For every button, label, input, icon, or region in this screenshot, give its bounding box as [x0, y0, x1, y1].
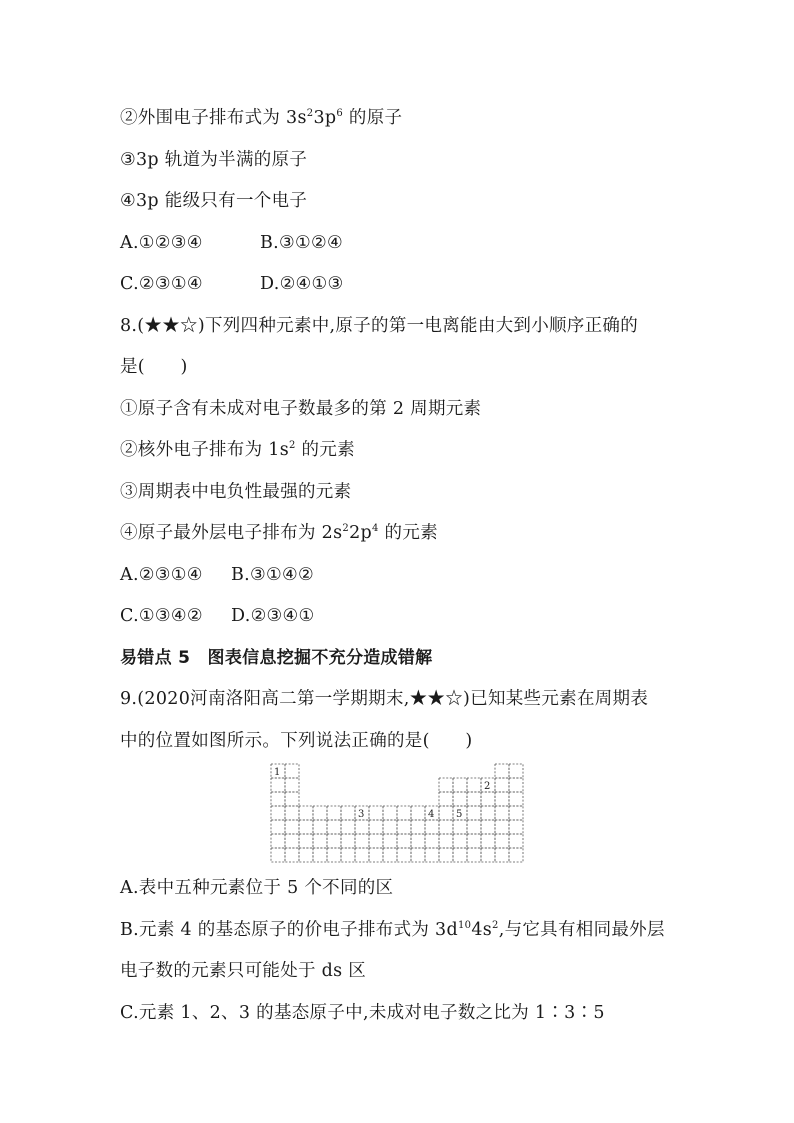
- table-cell: [285, 848, 299, 862]
- q9-option-b: B.元素 4 的基态原子的价电子排布式为 $3d^{10}4s^2$,与它具有相同最外层: [120, 920, 665, 940]
- q8-option-b: B.③①④②: [231, 565, 314, 585]
- table-cell: [271, 806, 285, 820]
- q9-stem-line-1: 9.(2020河南洛阳高二第一学期期末,★★☆)已知某些元素在周期表: [120, 689, 649, 709]
- element-label-2: 2: [484, 781, 491, 792]
- table-cell: [481, 820, 495, 834]
- table-cell: [271, 834, 285, 848]
- table-cell: [341, 834, 355, 848]
- table-cell: [411, 834, 425, 848]
- table-cell: [299, 806, 313, 820]
- table-cell: [285, 764, 299, 778]
- table-cell: [299, 848, 313, 862]
- table-cell: [285, 778, 299, 792]
- q8-stem-line-1: 8.(★★☆)下列四种元素中,原子的第一电离能由大到小顺序正确的: [120, 316, 639, 336]
- table-cell: [397, 834, 411, 848]
- table-cell: [341, 848, 355, 862]
- table-cell: [467, 778, 481, 792]
- table-cell: [495, 820, 509, 834]
- table-cell: [299, 834, 313, 848]
- element-label-4: 4: [428, 809, 435, 820]
- q7-item-3: ③3p 轨道为半满的原子: [120, 150, 308, 170]
- table-cell: [271, 848, 285, 862]
- table-cell: [439, 806, 453, 820]
- q7-item-2: ②外围电子排布式为 $3s^23p^6$ 的原子: [120, 108, 403, 128]
- table-cell: [453, 792, 467, 806]
- table-cell: [509, 778, 523, 792]
- table-cell: [439, 834, 453, 848]
- element-label-3: 3: [358, 809, 365, 820]
- table-cell: [495, 764, 509, 778]
- table-cell: [355, 820, 369, 834]
- table-cell: [411, 848, 425, 862]
- table-cell: [313, 848, 327, 862]
- table-cell: [467, 820, 481, 834]
- table-cell: [495, 806, 509, 820]
- q8-option-c: C.①③④②: [120, 606, 203, 626]
- table-cell: [271, 792, 285, 806]
- table-cell: [383, 820, 397, 834]
- table-cell: [313, 834, 327, 848]
- table-cell: [369, 806, 383, 820]
- table-cell: [453, 834, 467, 848]
- q8-options-ab: [120, 563, 314, 587]
- table-cell: [425, 820, 439, 834]
- table-cell: [439, 820, 453, 834]
- table-cell: [467, 834, 481, 848]
- table-cell: [481, 792, 495, 806]
- table-cell: [355, 834, 369, 848]
- q9-option-b-line-2: 电子数的元素只可能处于 ds 区: [120, 961, 367, 981]
- table-cell: [509, 792, 523, 806]
- q7-options-ab: [120, 231, 343, 255]
- table-cell: [369, 820, 383, 834]
- table-cell: [369, 848, 383, 862]
- table-cell: [397, 848, 411, 862]
- table-cell: [271, 778, 285, 792]
- table-cell: [425, 848, 439, 862]
- table-cell: [453, 848, 467, 862]
- table-cell: [509, 764, 523, 778]
- q8-item-3: ③周期表中电负性最强的元素: [120, 482, 352, 502]
- table-cell: [397, 806, 411, 820]
- table-cell: [453, 778, 467, 792]
- table-cell: [383, 806, 397, 820]
- table-cell: [341, 806, 355, 820]
- table-cell: [495, 848, 509, 862]
- table-cell: [481, 806, 495, 820]
- table-cell: [285, 792, 299, 806]
- table-cell: [285, 820, 299, 834]
- q9-option-a: A.表中五种元素位于 5 个不同的区: [120, 878, 394, 898]
- table-cell: [467, 806, 481, 820]
- q7-option-b: B.③①②④: [260, 233, 343, 253]
- table-cell: [341, 820, 355, 834]
- table-cell: [313, 806, 327, 820]
- table-cell: [369, 834, 383, 848]
- q8-item-2: ②核外电子排布为 $1s^2$ 的元素: [120, 440, 355, 460]
- q8-option-a: A.②③①④: [120, 565, 203, 585]
- q7-option-c: C.②③①④: [120, 274, 203, 294]
- table-cell: [327, 848, 341, 862]
- table-cell: [355, 848, 369, 862]
- table-cell: [509, 806, 523, 820]
- table-cell: [439, 778, 453, 792]
- q7-item-4: ④3p 能级只有一个电子: [120, 191, 308, 211]
- table-cell: [453, 820, 467, 834]
- table-cell: [509, 834, 523, 848]
- table-cell: [411, 820, 425, 834]
- table-cell: [383, 848, 397, 862]
- table-cell: [411, 806, 425, 820]
- table-cell: [509, 848, 523, 862]
- table-cell: [481, 848, 495, 862]
- q9-stem-line-2: 中的位置如图所示。下列说法正确的是( ): [120, 731, 473, 751]
- q8-option-d: D.②③④①: [231, 606, 315, 626]
- q8-item-1: ①原子含有未成对电子数最多的第 2 周期元素: [120, 399, 482, 419]
- table-cell: [495, 834, 509, 848]
- q9-option-c: C.元素 1、2、3 的基态原子中,未成对电子数之比为 1∶3∶5: [120, 1003, 605, 1023]
- table-cell: [481, 834, 495, 848]
- table-cell: [439, 792, 453, 806]
- q7-option-d: D.②④①③: [260, 274, 344, 294]
- table-cell: [327, 820, 341, 834]
- element-label-1: 1: [274, 767, 281, 778]
- table-cell: [439, 848, 453, 862]
- element-label-5: 5: [456, 809, 463, 820]
- table-cell: [327, 806, 341, 820]
- table-cell: [285, 806, 299, 820]
- q8-options-cd: [120, 604, 315, 628]
- q7-options-cd: [120, 272, 344, 296]
- table-cell: [495, 778, 509, 792]
- table-cell: [425, 834, 439, 848]
- q7-option-a: A.①②③④: [120, 233, 203, 253]
- table-cell: [397, 820, 411, 834]
- table-cell: [467, 792, 481, 806]
- table-cell: [327, 834, 341, 848]
- q8-item-4: ④原子最外层电子排布为 $2s^22p^4$ 的元素: [120, 523, 438, 543]
- q8-stem-line-2: 是( ): [120, 357, 188, 377]
- periodic-table-figure: [270, 763, 524, 863]
- table-cell: [467, 848, 481, 862]
- table-cell: [313, 820, 327, 834]
- table-cell: [383, 834, 397, 848]
- table-cell: [285, 834, 299, 848]
- section-heading: 易错点 5 图表信息挖掘不充分造成错解: [120, 648, 433, 668]
- table-cell: [495, 792, 509, 806]
- table-cell: [271, 820, 285, 834]
- table-cell: [509, 820, 523, 834]
- table-cell: [299, 820, 313, 834]
